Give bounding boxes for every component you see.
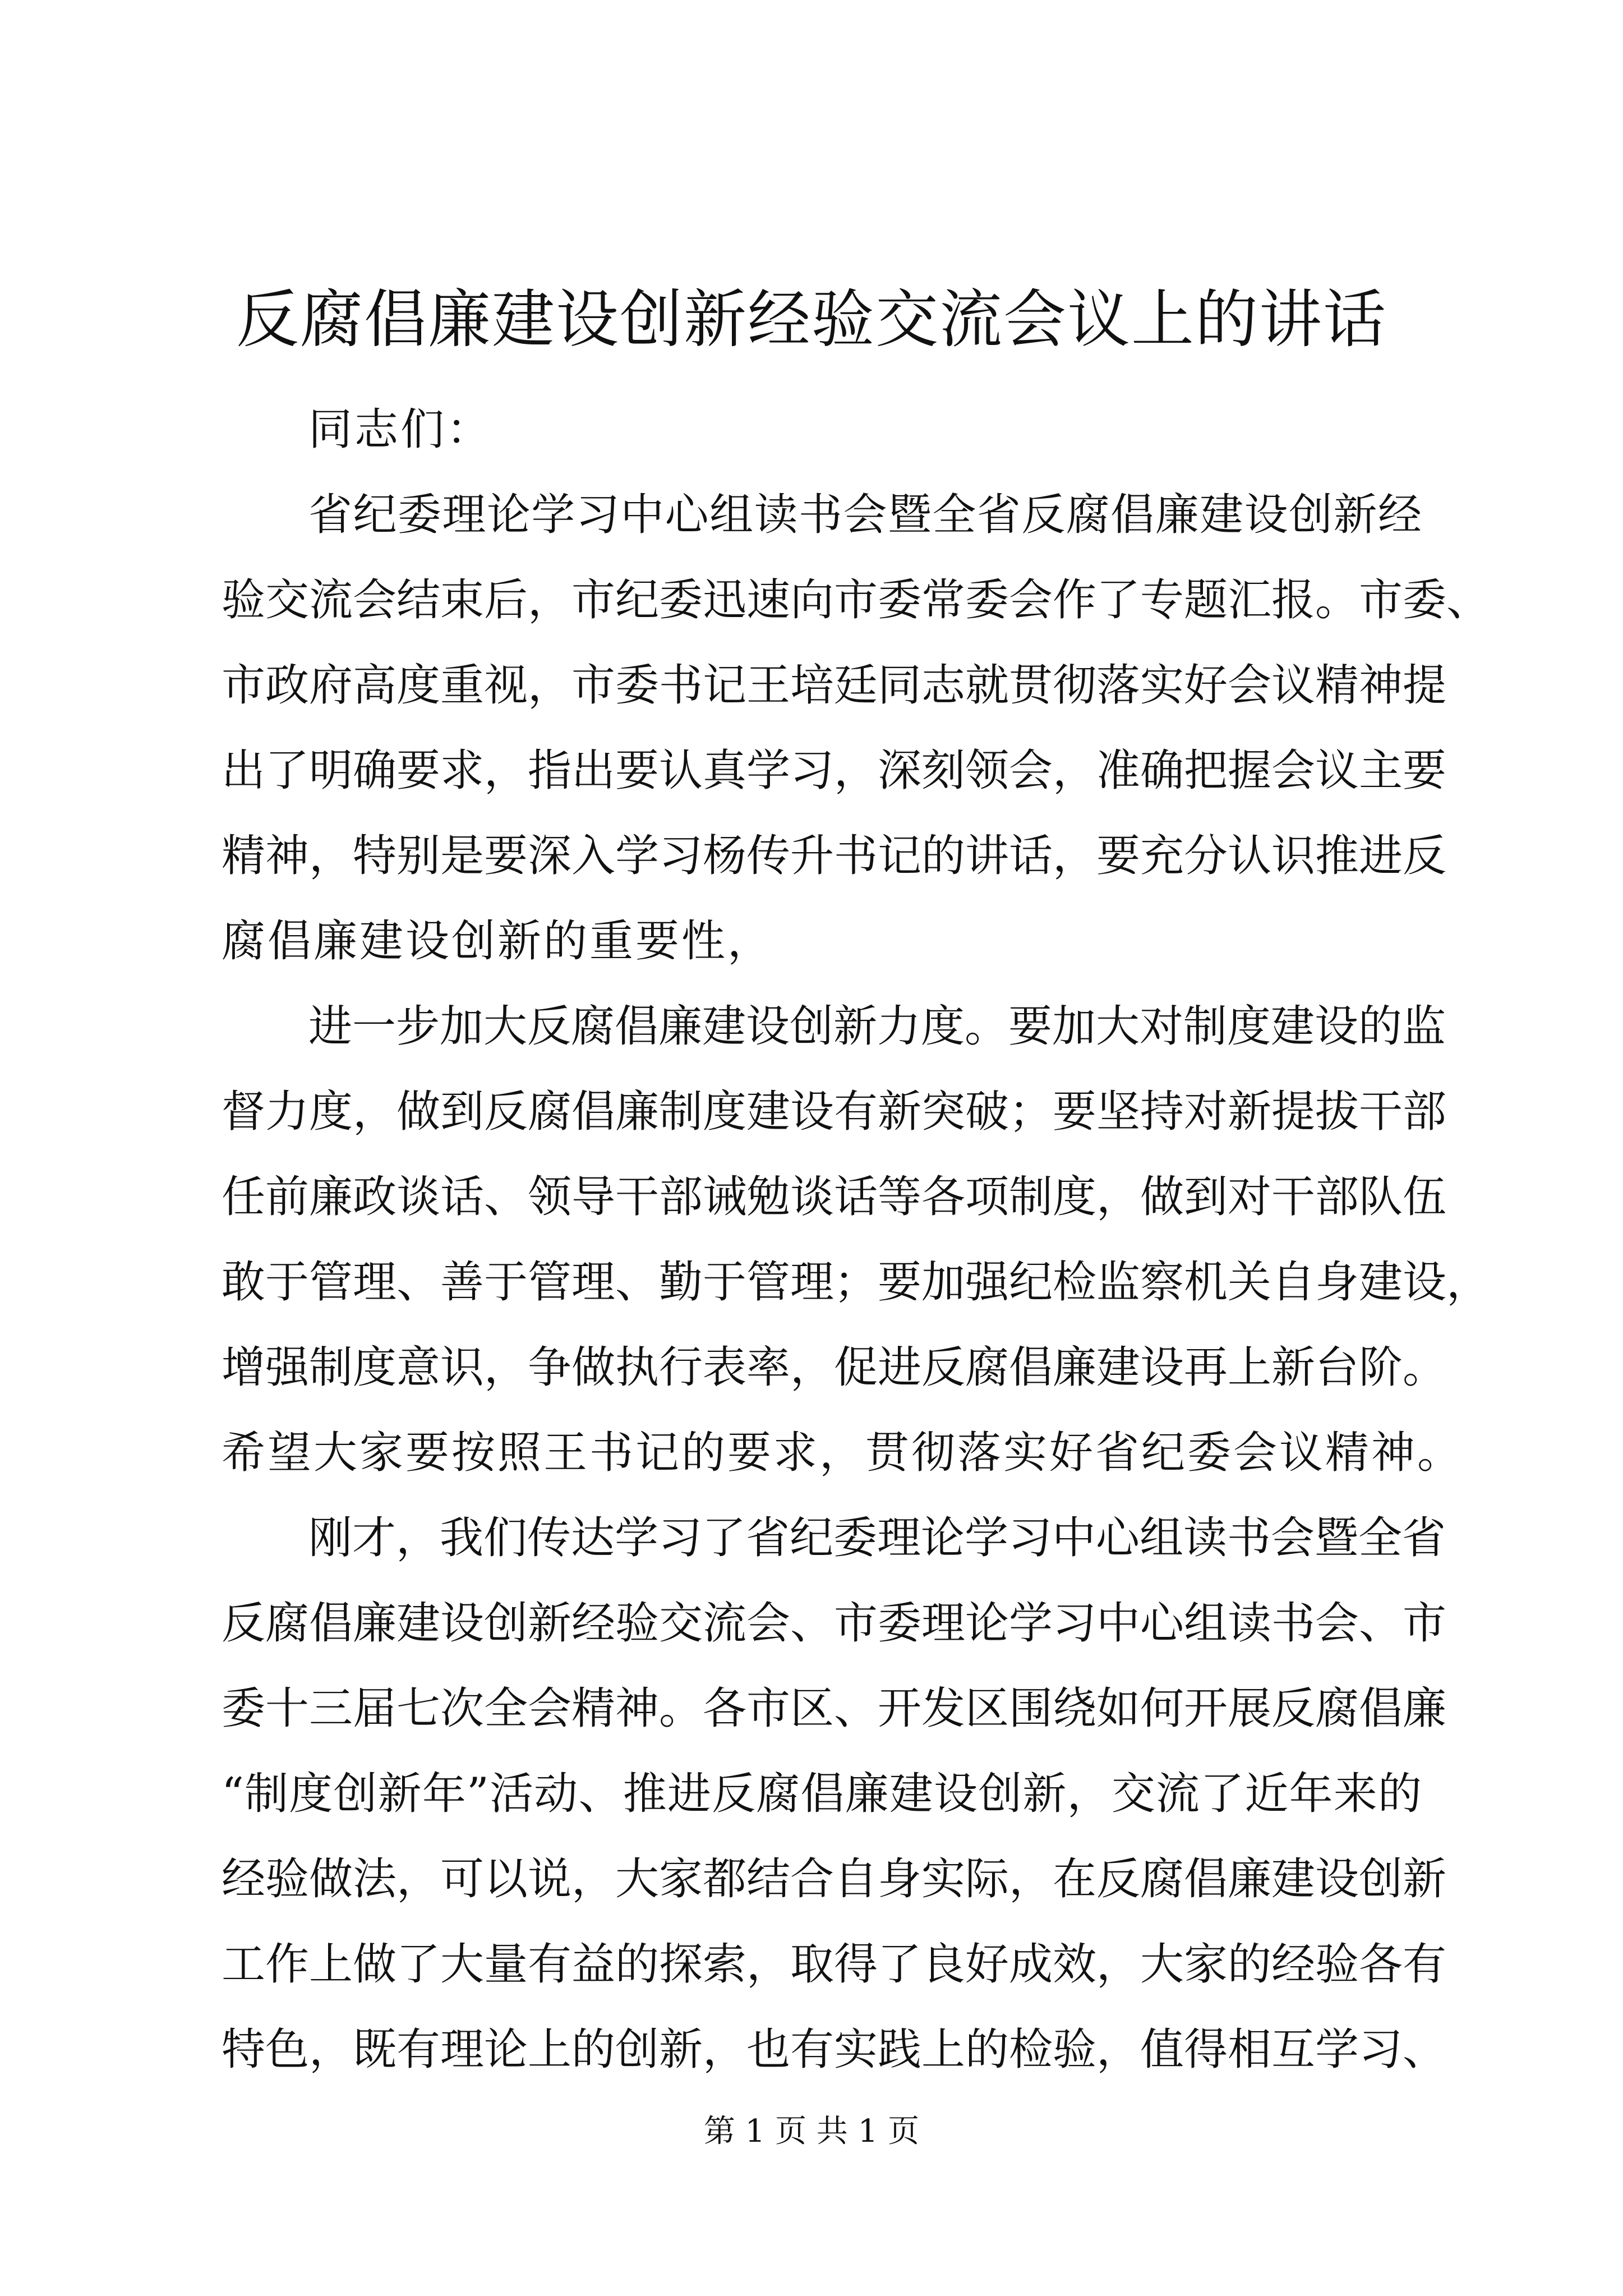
salutation-line: 同志们： [308, 404, 493, 455]
body-line: 经验做法，可以说，大家都结合自身实际，在反腐倡廉建设创新 [222, 1854, 1447, 1904]
body-line: 增强制度意识，争做执行表率，促进反腐倡廉建设再上新台阶。 [222, 1342, 1447, 1393]
body-line: 工作上做了大量有益的探索，取得了良好成效，大家的经验各有 [222, 1939, 1447, 1990]
body-line: 精神，特别是要深入学习杨传升书记的讲话，要充分认识推进反 [222, 831, 1447, 881]
page-footer: 第 1 页 共 1 页 [703, 2113, 920, 2150]
body-line: 验交流会结束后，市纪委迅速向市委常委会作了专题汇报。市委、 [222, 575, 1491, 625]
document-title: 反腐倡廉建设创新经验交流会议上的讲话 [236, 283, 1387, 356]
body-line: “制度创新年”活动、推进反腐倡廉建设创新，交流了近年来的 [222, 1769, 1422, 1819]
body-line: 腐倡廉建设创新的重要性， [222, 916, 774, 967]
document-body [222, 387, 1491, 2092]
body-line: 出了明确要求，指出要认真学习，深刻领会，准确把握会议主要 [222, 746, 1447, 796]
body-line: 反腐倡廉建设创新经验交流会、市委理论学习中心组读书会、市 [222, 1598, 1447, 1649]
body-line: 进一步加大反腐倡廉建设创新力度。要加大对制度建设的监 [308, 1001, 1446, 1052]
body-line: 省纪委理论学习中心组读书会暨全省反腐倡廉建设创新经 [308, 490, 1422, 540]
body-line: 市政府高度重视，市委书记王培廷同志就贯彻落实好会议精神提 [222, 660, 1447, 711]
body-line: 刚才，我们传达学习了省纪委理论学习中心组读书会暨全省 [308, 1513, 1446, 1563]
body-line: 任前廉政谈话、领导干部诫勉谈话等各项制度，做到对干部队伍 [222, 1172, 1447, 1222]
body-line: 督力度，做到反腐倡廉制度建设有新突破；要坚持对新提拔干部 [222, 1087, 1447, 1137]
body-line: 希望大家要按照王书记的要求，贯彻落实好省纪委会议精神。 [222, 1428, 1464, 1478]
body-line: 敢于管理、善于管理、勤于管理；要加强纪检监察机关自身建设， [222, 1257, 1491, 1308]
body-line: 特色，既有理论上的创新，也有实践上的检验，值得相互学习、 [222, 2024, 1447, 2075]
body-line: 委十三届七次全会精神。各市区、开发区围绕如何开展反腐倡廉 [222, 1683, 1447, 1734]
